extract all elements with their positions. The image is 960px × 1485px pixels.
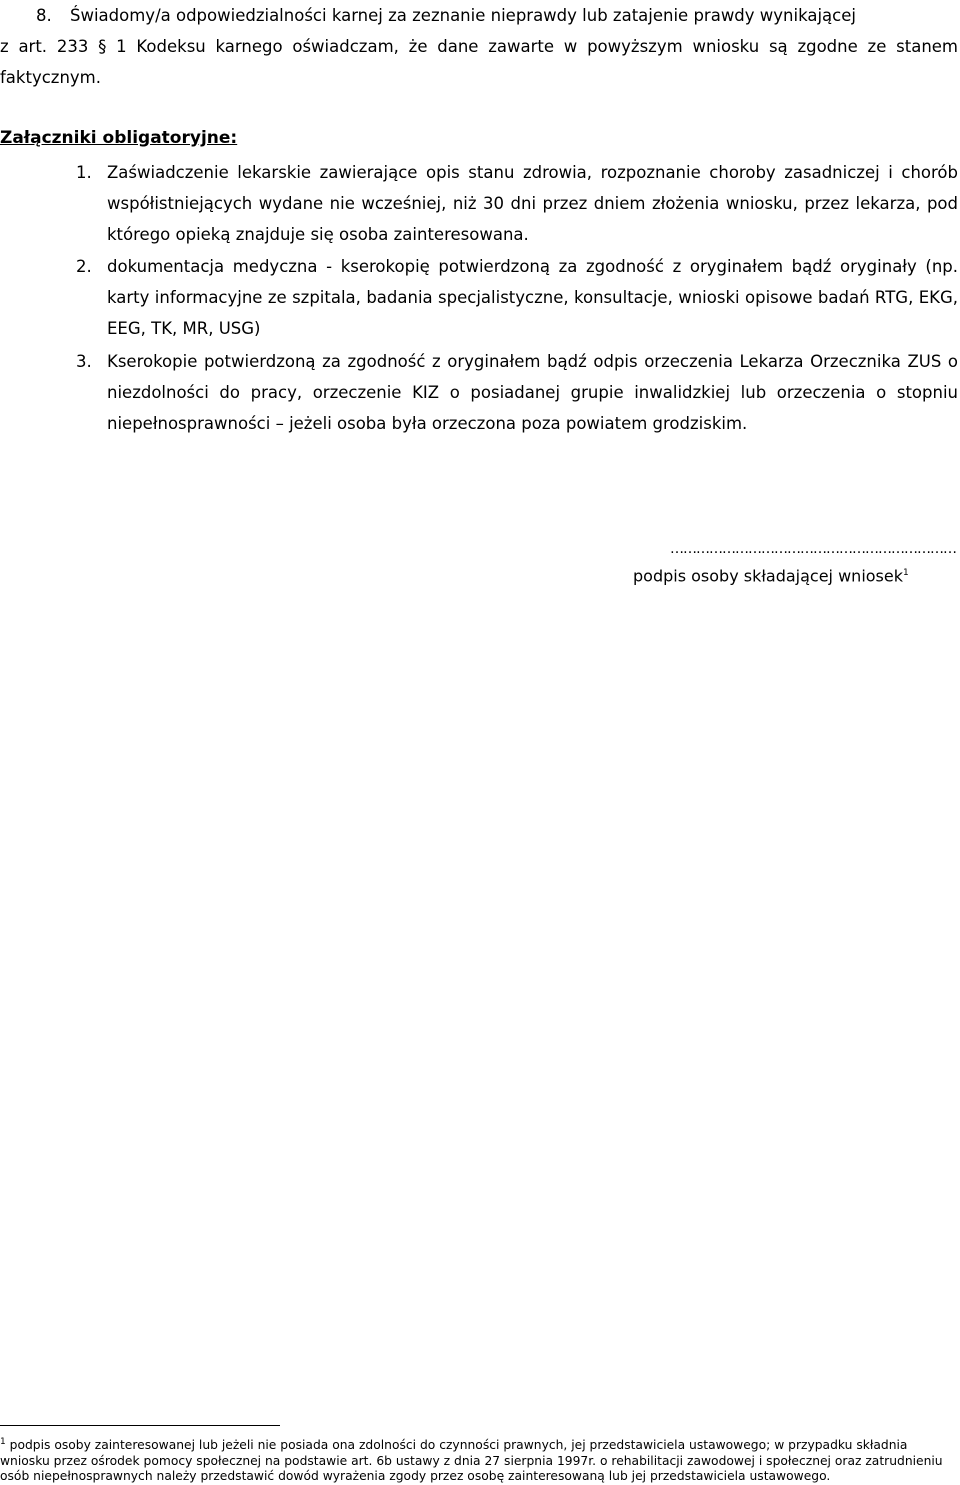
declaration-item-8 bbox=[0, 0, 958, 93]
declaration-line-2: z art. 233 § 1 Kodeksu karnego oświadczam, że dane zawarte w powyższym wniosku są zgodne ze stanem faktycznym. bbox=[0, 37, 958, 87]
footnote-marker: 1 bbox=[0, 1437, 6, 1447]
attachment-item bbox=[0, 346, 958, 439]
attachment-text: dokumentacja medyczna - kserokopię potwierdzoną za zgodność z oryginałem bądź oryginały (np. karty informacyjne ze szpitala, badania specjalistyczne, konsultacje, wnioski opisowe badań RTG, EKG, EEG, TK, MR, USG) bbox=[107, 257, 958, 338]
signature-line: ………………………………………………………… bbox=[670, 541, 956, 557]
attachment-number: 3. bbox=[76, 352, 92, 371]
item-number: 8. bbox=[36, 6, 52, 25]
attachment-text: Kserokopie potwierdzoną za zgodność z oryginałem bądź odpis orzeczenia Lekarza Orzecznika ZUS o niezdolności do pracy, orzeczenie KIZ o posiadanej grupie inwalidzkiej lub orzeczenia o stopniu niepełnosprawności – jeżeli osoba była orzeczona poza powiatem grodziskim. bbox=[107, 352, 958, 433]
attachment-text: Zaświadczenie lekarskie zawierające opis stanu zdrowia, rozpoznanie choroby zasadniczej i chorób współistniejących wydane nie wcześniej, niż 30 dni przez dniem złożenia wniosku, przez lekarza, pod którego opieką znajduje się osoba zainteresowana. bbox=[107, 163, 958, 244]
attachment-number: 1. bbox=[76, 163, 92, 182]
attachment-item bbox=[0, 251, 958, 344]
signature-label-text: podpis osoby składającej wniosek bbox=[633, 566, 903, 586]
attachments-heading: Załączniki obligatoryjne: bbox=[0, 128, 238, 148]
declaration-line-1: Świadomy/a odpowiedzialności karnej za zeznanie nieprawdy lub zatajenie prawdy wynikającej bbox=[70, 6, 856, 25]
signature-label bbox=[633, 558, 909, 591]
footnote-separator bbox=[0, 1425, 280, 1426]
attachment-item bbox=[0, 157, 958, 250]
footnote-text: podpis osoby zainteresowanej lub jeżeli nie posiada ona zdolności do czynności prawnych, jej przedstawiciela ustawowego; w przypadku składnia wniosku przez ośrodek pomocy społecznej na podstawie art. 6b ustawy z dnia 27 sierpnia 1997r. o rehabilitacji zawodowej i społecznej oraz zatrudnieniu osób niepełnosprawnych należy przedstawić dowód wyrażenia zgody przez osobę zainteresowaną lub jej przedstawiciela ustawowego. bbox=[0, 1438, 943, 1484]
footnote bbox=[0, 1435, 958, 1485]
attachment-number: 2. bbox=[76, 257, 92, 276]
footnote-ref: 1 bbox=[903, 568, 909, 578]
declaration-text bbox=[0, 0, 958, 93]
